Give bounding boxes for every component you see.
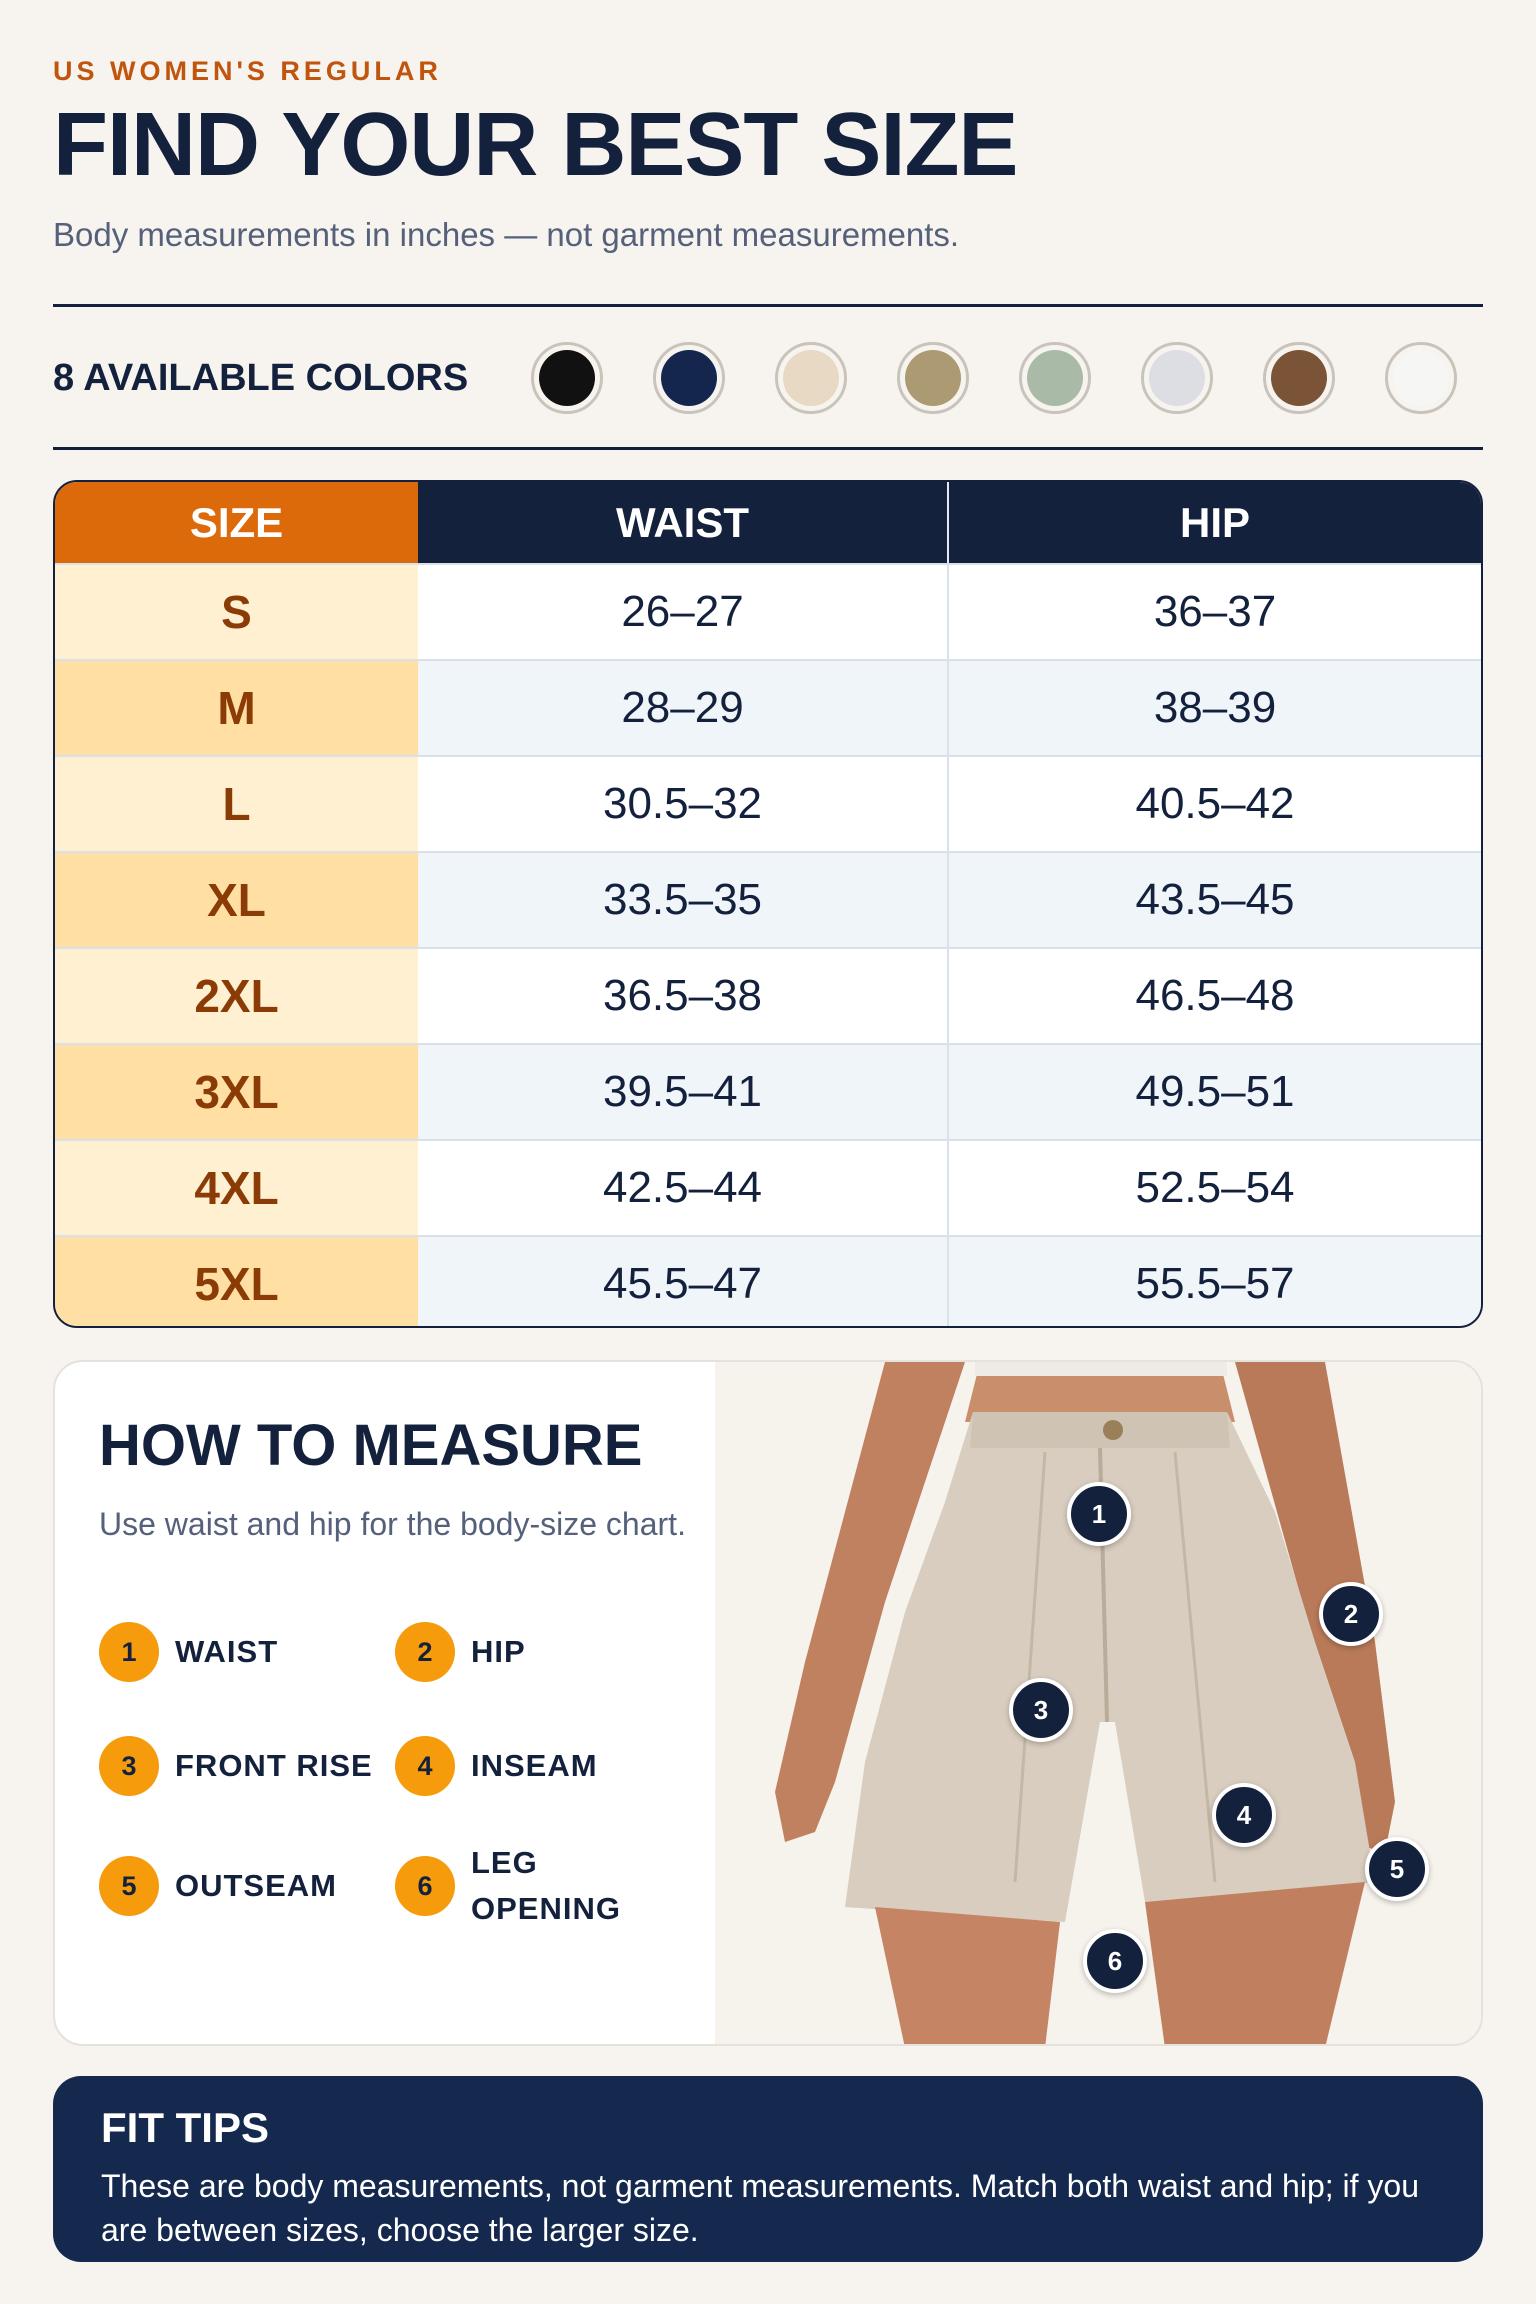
color-swatches <box>531 342 1457 414</box>
fit-tips-title: FIT TIPS <box>101 2104 269 2151</box>
legend-item <box>395 1612 679 1692</box>
measure-pin: 6 <box>1083 1929 1147 1993</box>
divider-top <box>53 304 1483 307</box>
legend-number: 1 <box>99 1622 159 1682</box>
cell-size: M <box>55 661 418 755</box>
legend-item <box>99 1840 395 1932</box>
cell-size: 3XL <box>55 1045 418 1139</box>
cell-waist: 45.5–47 <box>418 1237 949 1328</box>
measure-legend <box>99 1612 679 1932</box>
legend-number: 4 <box>395 1736 455 1796</box>
legend-label: INSEAM <box>471 1748 598 1783</box>
eyebrow: US WOMEN'S REGULAR <box>53 56 442 86</box>
cell-size: S <box>55 565 418 659</box>
legend-label: LEG OPENING <box>471 1845 621 1926</box>
table-row <box>55 1139 1481 1235</box>
legend-label: FRONT RISE <box>175 1748 373 1783</box>
color-swatch[interactable] <box>1263 342 1335 414</box>
color-swatch[interactable] <box>1385 342 1457 414</box>
cell-hip: 55.5–57 <box>949 1237 1481 1328</box>
measure-pin: 4 <box>1212 1783 1276 1847</box>
shorts-photo <box>715 1362 1481 2044</box>
legend-label: HIP <box>471 1634 526 1669</box>
table-row <box>55 1235 1481 1328</box>
cell-waist: 39.5–41 <box>418 1045 949 1139</box>
measure-pin: 1 <box>1067 1482 1131 1546</box>
fit-tips-text: These are body measurements, not garment measurements. Match both waist and hip; if you are between sizes, choose the larger size. <box>101 2168 1419 2248</box>
cell-size: XL <box>55 853 418 947</box>
table-row <box>55 1043 1481 1139</box>
how-to-measure-card <box>53 1360 1483 2046</box>
cell-waist: 26–27 <box>418 565 949 659</box>
header-size: SIZE <box>55 482 418 563</box>
cell-size: L <box>55 757 418 851</box>
header-waist: WAIST <box>418 482 949 563</box>
cell-waist: 33.5–35 <box>418 853 949 947</box>
measure-title: HOW TO MEASURE <box>99 1413 643 1478</box>
measure-pin: 3 <box>1009 1678 1073 1742</box>
cell-size: 5XL <box>55 1237 418 1328</box>
page-title: FIND YOUR BEST SIZE <box>53 95 1018 195</box>
cell-waist: 30.5–32 <box>418 757 949 851</box>
legend-number: 5 <box>99 1856 159 1916</box>
cell-waist: 28–29 <box>418 661 949 755</box>
fit-tips <box>53 2076 1483 2262</box>
colors-label: 8 AVAILABLE COLORS <box>53 356 469 399</box>
measure-pin: 2 <box>1319 1582 1383 1646</box>
table-row <box>55 563 1481 659</box>
table-header <box>55 482 1481 563</box>
cell-hip: 36–37 <box>949 565 1481 659</box>
table-body <box>55 563 1481 1328</box>
color-swatch[interactable] <box>531 342 603 414</box>
measure-subtitle: Use waist and hip for the body-size chart. <box>99 1506 686 1542</box>
color-swatch[interactable] <box>1141 342 1213 414</box>
header-hip: HIP <box>949 482 1481 563</box>
page-subtitle: Body measurements in inches — not garment measurements. <box>53 216 960 253</box>
legend-number: 3 <box>99 1736 159 1796</box>
cell-hip: 38–39 <box>949 661 1481 755</box>
legend-item <box>99 1726 395 1806</box>
divider-bottom <box>53 447 1483 450</box>
cell-hip: 46.5–48 <box>949 949 1481 1043</box>
legend-number: 2 <box>395 1622 455 1682</box>
size-table <box>53 480 1483 1328</box>
legend-item <box>395 1840 679 1932</box>
cell-size: 2XL <box>55 949 418 1043</box>
color-swatch[interactable] <box>653 342 725 414</box>
cell-hip: 40.5–42 <box>949 757 1481 851</box>
legend-label: WAIST <box>175 1634 279 1669</box>
cell-size: 4XL <box>55 1141 418 1235</box>
legend-label: OUTSEAM <box>175 1868 337 1903</box>
color-swatch[interactable] <box>897 342 969 414</box>
table-row <box>55 659 1481 755</box>
color-swatch[interactable] <box>1019 342 1091 414</box>
table-row <box>55 851 1481 947</box>
measure-pin: 5 <box>1365 1837 1429 1901</box>
cell-hip: 49.5–51 <box>949 1045 1481 1139</box>
cell-hip: 43.5–45 <box>949 853 1481 947</box>
colors-row <box>53 338 1483 418</box>
legend-item <box>99 1612 395 1692</box>
legend-number: 6 <box>395 1856 455 1916</box>
cell-waist: 36.5–38 <box>418 949 949 1043</box>
cell-waist: 42.5–44 <box>418 1141 949 1235</box>
table-row <box>55 947 1481 1043</box>
cell-hip: 52.5–54 <box>949 1141 1481 1235</box>
legend-item <box>395 1726 679 1806</box>
table-row <box>55 755 1481 851</box>
color-swatch[interactable] <box>775 342 847 414</box>
